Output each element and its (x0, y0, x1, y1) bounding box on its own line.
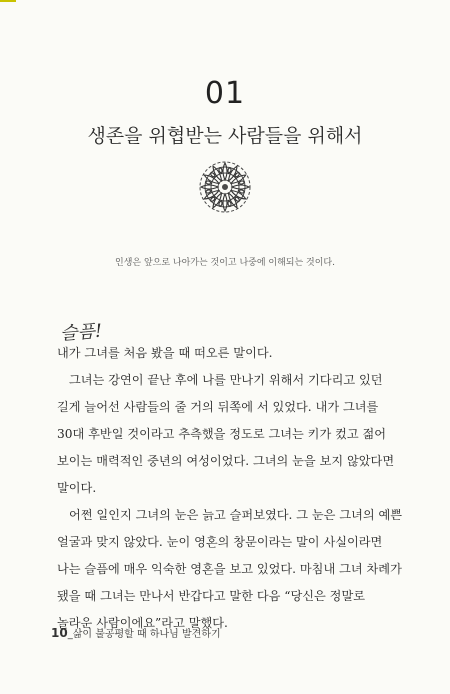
paragraph: 어쩐 일인지 그녀의 눈은 늙고 슬퍼보였다. 그 눈은 그녀의 예쁜 얼굴과 맞지 않았다. 눈이 영혼의 창문이라는 말이 사실이라면 나는 슬픔에 매우 익숙한 영혼을 보고 있었다. 마침내 그녀 차례가 됐을 때 그녀는 만나서 반갑다고 말한 다음 “당신은 정말로 놀라운 사람이에요”라고 말했다. (57, 508, 403, 630)
chapter-title: 생존을 위협받는 사람들을 위해서 (87, 125, 363, 147)
paragraph: 그녀는 강연이 끝난 후에 나를 만나기 위해서 기다리고 있던 길게 늘어선 사람들의 줄 거의 뒤쪽에 서 있었다. 내가 그녀를 30대 후반일 것이라고 추측했을 정도로 그녀는 키가 컸고 젊어 보이는 매력적인 중년의 여성이었다. 그녀의 눈을 보지 않았다면 말이다. (57, 373, 395, 495)
chapter-number: 01 (204, 76, 246, 111)
mandala-flower-icon (198, 160, 252, 214)
epigraph-quote: 인생은 앞으로 나아가는 것이고 나중에 이해되는 것이다. (115, 258, 335, 268)
paragraph: 내가 그녀를 처음 봤을 때 떠오른 말이다. (57, 346, 273, 360)
page-number: 10 (51, 626, 68, 640)
book-title: _삶이 불공평할 때 하나님 발견하기 (67, 629, 221, 640)
page-footer (51, 625, 221, 640)
handwritten-note: 슬픔! (59, 320, 103, 345)
body-text (57, 340, 403, 637)
corner-accent-mark (0, 0, 16, 2)
